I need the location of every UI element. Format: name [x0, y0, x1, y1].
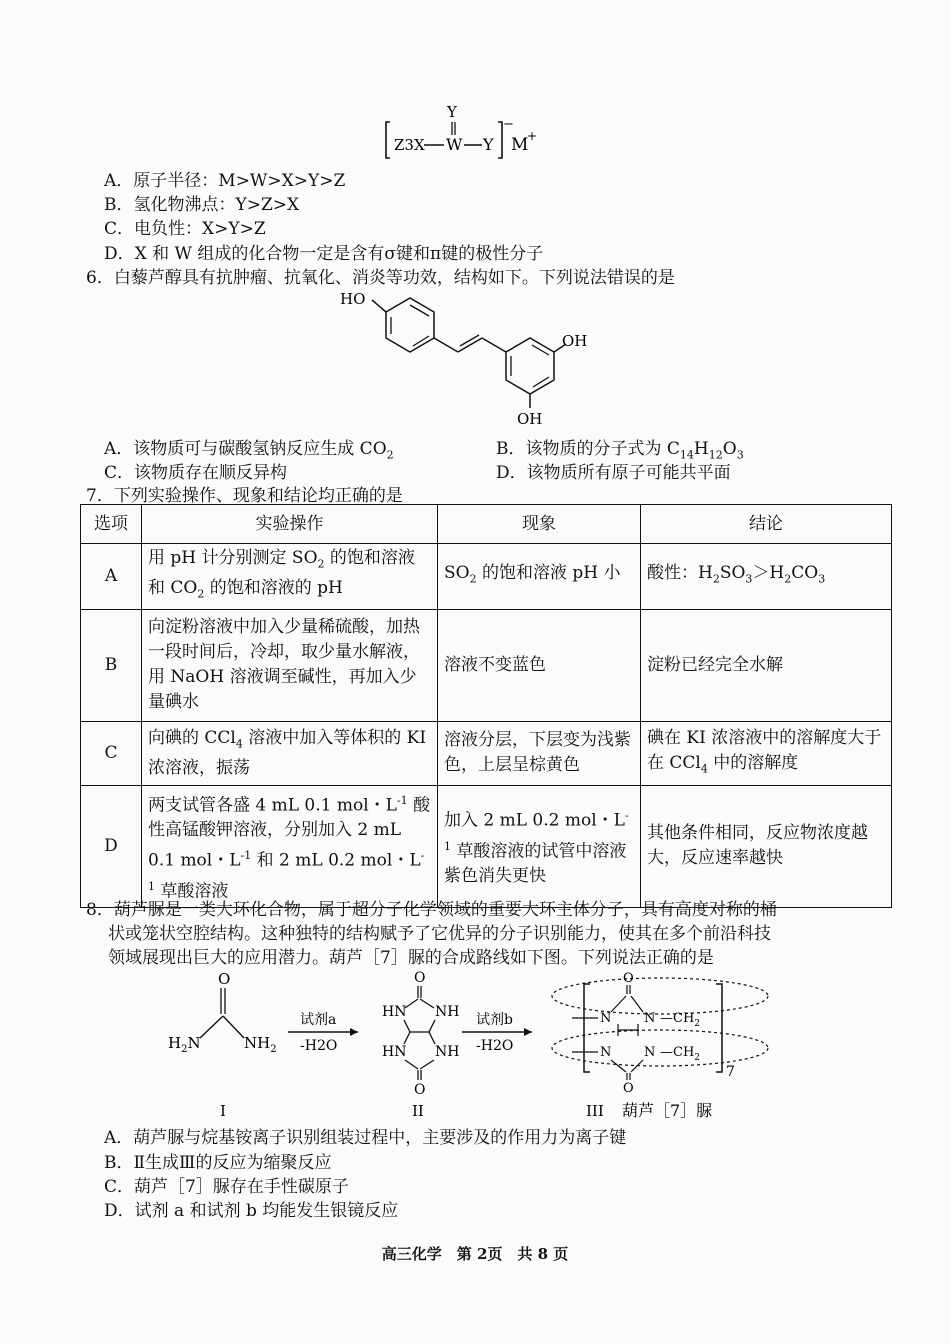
q5-cation: M	[511, 135, 529, 155]
q8-option-d[interactable]	[104, 1196, 398, 1221]
option-letter: B．	[496, 439, 526, 459]
q7-stem: 7．下列实验操作、现象和结论均正确的是	[86, 486, 403, 506]
row-option: B	[81, 609, 142, 721]
page-footer: 高三化学 第 2页 共 8 页	[381, 1245, 569, 1263]
svg-text:N: N	[600, 1011, 612, 1026]
row-phenomenon: 溶液不变蓝色	[438, 609, 641, 721]
q5-y-top-label: Y	[447, 103, 457, 121]
option-text: 该物质可与碳酸氢钠反应生成 $CO_2$	[133, 439, 394, 462]
row-conclusion: 酸性：$H_2SO_3>H_2CO_3$	[641, 544, 892, 610]
row-operation: 向碘的 CCl$_4$ 溶液中加入等体积的 KI 浓溶液，振荡	[142, 721, 438, 785]
q6-option-c[interactable]	[104, 458, 287, 483]
option-text: 该物质所有原子可能共平面	[526, 463, 731, 483]
table-row	[81, 785, 892, 907]
svg-text:O: O	[414, 1082, 426, 1098]
row-operation: 向淀粉溶液中加入少量稀硫酸，加热一段时间后，冷却，取少量水解液，用 NaOH 溶液调至碱性，再加入少量碘水	[142, 609, 438, 721]
option-letter: B．	[104, 1153, 134, 1173]
row-operation: 用 pH 计分别测定 $SO_2$ 的饱和溶液和 $CO_2$ 的饱和溶液的 pH	[142, 544, 438, 610]
svg-text:O: O	[623, 1081, 634, 1096]
q8-option-c[interactable]	[104, 1172, 349, 1197]
option-text: 试剂 a 和试剂 b 均能发生银镜反应	[134, 1201, 399, 1221]
q6-stem: 6．白藜芦醇具有抗肿瘤、抗氧化、消炎等功效，结构如下。下列说法错误的是	[86, 268, 675, 288]
q6-oh-bottom-label: OH	[517, 410, 543, 428]
q7-table	[80, 504, 892, 908]
q8-stem-line-1: 8．葫芦脲是一类大环化合物，属于超分子化学领域的重要大环主体分子，具有高度对称的桶	[86, 900, 777, 920]
row-phenomenon: $SO_2$ 的饱和溶液 pH 小	[438, 544, 641, 610]
q8-stem-line-2: 状或笼状空腔结构。这种独特的结构赋予了它优异的分子识别能力，使其在多个前沿科技	[108, 924, 771, 944]
svg-text:NH: NH	[435, 1044, 460, 1060]
compound-ii	[382, 970, 459, 1098]
option-text: 葫芦脲与烷基铵离子识别组装过程中，主要涉及的作用力为离子键	[133, 1128, 627, 1148]
header-phenomenon: 现象	[438, 505, 641, 544]
svg-text:HN: HN	[382, 1044, 407, 1060]
table-row	[81, 609, 892, 721]
table-header-row	[81, 505, 892, 544]
option-text: 电负性：X>Y>Z	[134, 219, 266, 239]
q5-charge: −	[503, 117, 514, 132]
table-row	[81, 721, 892, 785]
svg-text:N: N	[644, 1011, 656, 1026]
q8-option-a[interactable]	[104, 1123, 626, 1148]
svg-text:O: O	[414, 970, 426, 986]
label-i: I	[220, 1102, 226, 1120]
q5-anion-structure	[380, 100, 550, 164]
label-iii: III	[586, 1102, 604, 1120]
option-text: 该物质的分子式为 $C_{14}H_{12}O_3$	[525, 439, 744, 462]
svg-text:O: O	[623, 971, 634, 986]
q5-w-label: W	[446, 135, 463, 154]
option-letter: A．	[104, 439, 134, 459]
row-phenomenon: 加入 2 mL 0.2 mol・$L^{-1}$ 草酸溶液的试管中溶液紫色消失更快	[438, 785, 641, 907]
table-row	[81, 544, 892, 610]
label-iii-name: 葫芦［7］脲	[622, 1101, 713, 1120]
option-letter: D．	[496, 463, 527, 483]
label-ii: II	[412, 1102, 424, 1120]
option-letter: A．	[104, 171, 134, 191]
row-phenomenon: 溶液分层，下层变为浅紫色，上层呈棕黄色	[438, 721, 641, 785]
q6-oh-right-label: OH	[562, 332, 588, 350]
minus-water-b: -H2O	[476, 1038, 514, 1054]
option-text: 葫芦［7］脲存在手性碳原子	[134, 1177, 349, 1197]
svg-text:H2N: $H_2N$	[168, 1034, 201, 1055]
reagent-a-label: 试剂a	[300, 1012, 337, 1028]
option-text: X 和 W 组成的化合物一定是含有σ键和π键的极性分子	[134, 244, 544, 264]
option-text: 氢化物沸点：Y>Z>X	[133, 195, 300, 215]
svg-text:NH2: $NH_2$	[244, 1034, 277, 1055]
row-conclusion: 淀粉已经完全水解	[641, 609, 892, 721]
svg-text:—CH2: $—CH_2$	[660, 1011, 701, 1029]
option-letter: C．	[104, 463, 135, 483]
svg-text:N: N	[644, 1045, 656, 1060]
compound-iii	[552, 971, 768, 1096]
row-operation: 两支试管各盛 4 mL 0.1 mol・$L^{-1}$ 酸性高锰酸钾溶液，分别加入 2 mL 0.1 mol・$L^{-1}$ 和 2 mL 0.2 mol・$L^{-1}$ 草酸溶液	[142, 785, 438, 907]
minus-water-a: -H2O	[300, 1038, 338, 1054]
option-letter: C．	[104, 219, 135, 239]
svg-text:N: N	[600, 1045, 612, 1060]
q8-synthesis-scheme	[160, 966, 800, 1126]
option-letter: C．	[104, 1177, 135, 1197]
q5-option-d[interactable]	[104, 239, 543, 264]
q5-z3x-label: Z3X	[394, 136, 425, 154]
svg-text:—CH2: $—CH_2$	[660, 1045, 701, 1063]
q6-ho-label: HO	[340, 290, 366, 308]
svg-text:O: O	[218, 970, 231, 988]
svg-text:HN: HN	[382, 1004, 407, 1020]
row-option: A	[81, 544, 142, 610]
q5-option-c[interactable]	[104, 214, 266, 239]
option-letter: D．	[104, 244, 135, 264]
q5-option-a[interactable]	[104, 166, 345, 191]
option-letter: A．	[104, 1128, 134, 1148]
row-conclusion: 碘在 KI 浓溶液中的溶解度大于在 CCl$_4$ 中的溶解度	[641, 721, 892, 785]
row-option: D	[81, 785, 142, 907]
q8-stem-line-3: 领域展现出巨大的应用潜力。葫芦［7］脲的合成路线如下图。下列说法正确的是	[108, 948, 714, 968]
q5-cation-charge: +	[527, 129, 538, 143]
header-conclusion: 结论	[641, 505, 892, 544]
option-text: Ⅱ生成Ⅲ的反应为缩聚反应	[133, 1153, 332, 1173]
option-letter: D．	[104, 1201, 135, 1221]
q6-resveratrol-structure	[330, 284, 600, 430]
header-option: 选项	[81, 505, 142, 544]
reagent-b-label: 试剂b	[476, 1012, 513, 1028]
header-operation: 实验操作	[142, 505, 438, 544]
q6-option-d[interactable]	[496, 458, 731, 483]
q5-option-b[interactable]	[104, 190, 299, 215]
row-option: C	[81, 721, 142, 785]
option-text: 原子半径：M>W>X>Y>Z	[133, 171, 346, 191]
q5-y-right-label: Y	[483, 135, 494, 154]
compound-i	[168, 970, 277, 1055]
row-conclusion: 其他条件相同，反应物浓度越大，反应速率越快	[641, 785, 892, 907]
q8-option-b[interactable]	[104, 1148, 331, 1173]
option-letter: B．	[104, 195, 134, 215]
option-text: 该物质存在顺反异构	[134, 463, 288, 483]
repeat-subscript: 7	[726, 1064, 735, 1080]
svg-text:NH: NH	[435, 1004, 460, 1020]
